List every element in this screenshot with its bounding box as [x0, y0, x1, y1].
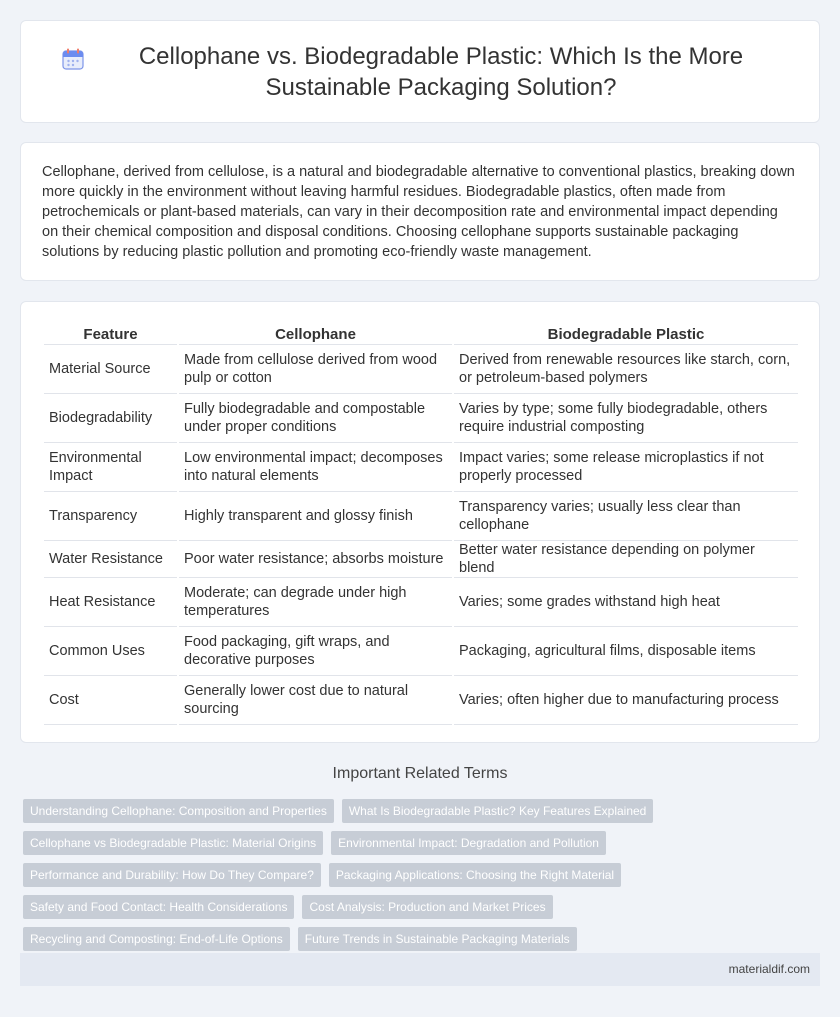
row-biodegradable: Packaging, agricultural films, disposable items: [454, 627, 798, 676]
row-biodegradable: Varies; some grades withstand high heat: [454, 578, 798, 627]
header-cellophane: Cellophane: [179, 324, 452, 345]
related-term-link[interactable]: Recycling and Composting: End-of-Life Options: [23, 927, 290, 951]
tag-row: [23, 799, 820, 823]
row-biodegradable: Varies; often higher due to manufacturing process: [454, 676, 798, 725]
row-feature: Biodegradability: [44, 394, 177, 443]
related-term-link[interactable]: Safety and Food Contact: Health Considerations: [23, 895, 294, 919]
tag-row: [23, 927, 820, 951]
row-biodegradable: Varies by type; some fully biodegradable, others require industrial composting: [454, 394, 798, 443]
calendar-icon: [61, 47, 85, 71]
table-row: [44, 676, 798, 725]
related-terms-heading: Important Related Terms: [332, 765, 508, 782]
comparison-table-card: [20, 301, 820, 743]
row-cellophane: Highly transparent and glossy finish: [179, 492, 452, 541]
row-feature: Heat Resistance: [44, 578, 177, 627]
related-term-link[interactable]: Cost Analysis: Production and Market Prices: [302, 895, 552, 919]
row-biodegradable: Transparency varies; usually less clear than cellophane: [454, 492, 798, 541]
row-biodegradable: Impact varies; some release microplastics if not properly processed: [454, 443, 798, 492]
table-row: [44, 492, 798, 541]
row-feature: Water Resistance: [44, 541, 177, 578]
row-feature: Transparency: [44, 492, 177, 541]
related-term-link[interactable]: Environmental Impact: Degradation and Pollution: [331, 831, 606, 855]
footer: [20, 953, 820, 986]
title-card: [20, 20, 820, 123]
comparison-table: [42, 324, 800, 725]
row-feature: Common Uses: [44, 627, 177, 676]
row-biodegradable: Better water resistance depending on polymer blend: [454, 541, 798, 578]
title-wrap: [61, 41, 779, 103]
row-cellophane: Moderate; can degrade under high temperatures: [179, 578, 452, 627]
table-row: [44, 578, 798, 627]
table-header-row: [44, 324, 798, 345]
header-feature: Feature: [44, 324, 177, 345]
related-term-link[interactable]: Future Trends in Sustainable Packaging Materials: [298, 927, 577, 951]
row-cellophane: Low environmental impact; decomposes into natural elements: [179, 443, 452, 492]
footer-site-link[interactable]: materialdif.com: [728, 962, 810, 976]
intro-paragraph: Cellophane, derived from cellulose, is a natural and biodegradable alternative to conventional plastics, breaking down more quickly in the environment without leaving harmful residues. Biodegradable plastics, often made from petrochemicals or plant-based materials, can vary in their decomposition rate and environmental impact depending on their chemical composition and disposal conditions. Choosing cellophane supports sustainable packaging solutions by reducing plastic pollution and promoting eco-friendly waste management.: [42, 164, 795, 260]
tag-row: [23, 895, 820, 919]
row-feature: Cost: [44, 676, 177, 725]
related-term-link[interactable]: Packaging Applications: Choosing the Right Material: [329, 863, 621, 887]
related-term-link[interactable]: What Is Biodegradable Plastic? Key Features Explained: [342, 799, 654, 823]
tag-row: [23, 863, 820, 887]
related-term-link[interactable]: Understanding Cellophane: Composition and Properties: [23, 799, 334, 823]
table-row: [44, 443, 798, 492]
table-row: [44, 394, 798, 443]
row-cellophane: Generally lower cost due to natural sourcing: [179, 676, 452, 725]
row-cellophane: Poor water resistance; absorbs moisture: [179, 541, 452, 578]
related-terms-list: [20, 799, 820, 951]
intro-card: [20, 142, 820, 281]
table-row: [44, 345, 798, 394]
row-cellophane: Food packaging, gift wraps, and decorative purposes: [179, 627, 452, 676]
header-biodegradable-plastic: Biodegradable Plastic: [454, 324, 798, 345]
table-row: [44, 627, 798, 676]
related-term-link[interactable]: Cellophane vs Biodegradable Plastic: Material Origins: [23, 831, 323, 855]
row-cellophane: Made from cellulose derived from wood pulp or cotton: [179, 345, 452, 394]
row-biodegradable: Derived from renewable resources like starch, corn, or petroleum-based polymers: [454, 345, 798, 394]
row-cellophane: Fully biodegradable and compostable under proper conditions: [179, 394, 452, 443]
table-row: [44, 541, 798, 578]
row-feature: Environmental Impact: [44, 443, 177, 492]
row-feature: Material Source: [44, 345, 177, 394]
page-title: Cellophane vs. Biodegradable Plastic: Which Is the More Sustainable Packaging Solution?: [138, 42, 744, 101]
tag-row: [23, 831, 820, 855]
related-term-link[interactable]: Performance and Durability: How Do They Compare?: [23, 863, 321, 887]
